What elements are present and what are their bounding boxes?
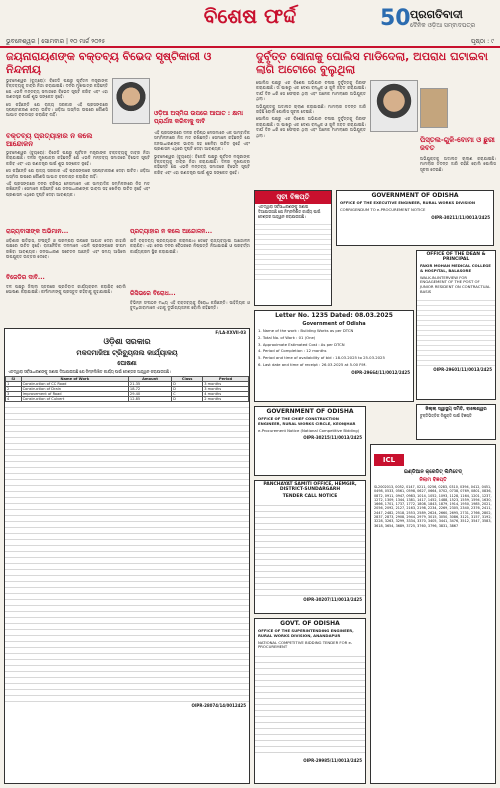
tender-footer: OIPR-28074/14/0012425 [191,702,246,708]
panchayat-table [255,500,365,596]
panchayat-footer: OIPR-30207/11/0013/2425 [303,597,362,602]
tender-subtitle: ମକଦ୍ଦମାଜିଆ ଟ୍ରିବ୍ୟୁନାଲ କାର୍ଯ୍ୟାଳୟ [76,349,178,357]
letter-item: 1. Name of the work : Building Works as per DTCN [258,328,354,333]
icl-notice: ନିଲାମ ବିଜ୍ଞପ୍ତି [419,477,447,483]
page-section-title: ବିଶେଷ ଫର୍ଦ୍ଦ [203,4,297,28]
gov-footer: OIPR-30211/11/0013/2425 [431,214,490,220]
gov-body: CORRIGENDUM TO e-PROCUREMENT NOTICE [340,206,426,212]
table-cell: 4 months [203,391,249,396]
table-cell: Improvement of Road [21,391,128,396]
table-cell: 3 [6,391,22,396]
table-cell: Construction of Culvert [21,396,128,401]
letter-tender-ad [254,310,414,402]
tender-col-header: Class [172,376,203,381]
panchayat-tender-ad [254,480,366,614]
table-cell: D [172,386,203,391]
table-cell: 2 months [203,396,249,401]
health-society-ad [416,404,496,440]
middle-col2-body2: ବିଭିନ୍ନ ସଂଗଠନ ମଧ୍ୟ ଏହି ବକ୍ତବ୍ୟକୁ ବିରୋଧ କରିଛନ୍ତି। ସାହିତ୍ୟିକ ଓ ବୁଦ୍ଧିଜୀବୀମାନେ ଏହାକୁ ଦୁର୍ଭାଗ୍ୟଜନକ ବୋଲି କହିଛନ୍ତି। [130,300,250,311]
table-cell: Construction of Drain [21,386,128,391]
letter-item: 5. Period and time of availability of bid : 18.03.2025 to 25.03.2025 [258,355,385,361]
letter-item: 4. Period of Completion : 12 months [258,348,327,354]
panchayat-title: PANCHAYAT SAMITI OFFICE, HEMGIR, DISTRICT-SUNDARGARH [263,482,357,492]
lead-left-headline: ଜୟନାରାୟଣଙ୍କ ବକ୍ତବ୍ୟ ବିଭେଦ ସୃଷ୍ଟିକାରୀ ଓ ନିନ୍ଦନୀୟ [6,50,212,76]
middle-col2-head: ପ୍ରତ୍ୟାହାର ନ କଲେ ଆନ୍ଦୋଳନ... [130,228,213,235]
table-cell: D [172,381,203,386]
date-line: ଭୁବନେଶ୍ୱର | ସୋମବାର | ୧୦ ମାର୍ଚ୍ଚ ୨୦୨୫ [6,38,106,45]
table-cell: 2 [6,386,22,391]
accused-photo [370,80,418,132]
icl-header [371,445,495,468]
leader-photo [112,78,150,124]
table-cell: 3 months [203,381,249,386]
icl-logo: ICL [374,454,404,466]
gov-office: OFFICE OF THE EXECUTIVE ENGINEER, RURAL WORKS DIVISION [340,200,476,205]
gov-corrigendum-ad [336,190,494,246]
lead-left-subhead: ବକ୍ତବ୍ୟ ପ୍ରତ୍ୟାହାର ନ କଲେ ଆନ୍ଦୋଳନ [6,132,93,148]
rw-office: OFFICE OF THE CHIEF CONSTRUCTION ENGINEER, RURAL WORKS CIRCLE, KEONJHAR [258,416,356,426]
icl-auction-ad [370,444,496,784]
panchayat-subtitle: TENDER CALL NOTICE [282,494,338,499]
letter-gov: Government of Odisha [302,321,366,327]
tender-col-header: Amount [128,376,171,381]
dean-subtitle: FAKIR MOHAN MEDICAL COLLEGE & HOSPITAL, BALASORE [420,263,491,273]
tender-notice-label: ଘୋଷଣା [117,360,137,367]
gov-title: GOVERNMENT OF ODISHA [371,192,459,199]
se-footer: OIPR-29985/11/0013/2425 [303,758,362,764]
se-office: OFFICE OF THE SUPERINTENDING ENGINEER, RURAL WORKS DIVISION, ANANDAPUR [258,628,354,638]
lead-left-side-body: ଏହି ପ୍ରସଙ୍ଗରେ ଦଳର ବରିଷ୍ଠ ନେତାମାନେ ଏକ ସାମ୍ବାଦିକ ସମ୍ମିଳନୀରେ ନିଜ ମତ ରଖିଛନ୍ତି। ସେମାନେ କହିଛନ୍ତି ଯେ ଜନସାଧାରଣଙ୍କ ଭାବନା ସହ ଖେଳିବା ଉଚିତ ନୁହେଁ ଏବଂ ପ୍ରଶାସନ ଏଥିରେ ଦୃଷ୍ଟି ଦେବା ଆବଶ୍ୟକ। ଭୁବନେଶ୍ୱର (ବ୍ୟୁରୋ): ବିଜେଡି ପକ୍ଷରୁ ପୂର୍ବତନ ମନ୍ତ୍ରୀଙ୍କ ବକ୍ତବ୍ୟକୁ ତୀବ୍ର ନିନ୍ଦା କରାଯାଇଛି। ଦଳର ମୁଖପାତ୍ର କହିଛନ୍ତି ଯେ ଏଭଳି ମନ୍ତବ୍ୟ ସମାଜରେ ବିଭେଦ ସୃଷ୍ଟି କରିବ ଏବଂ ଏହା ଗଣତନ୍ତ୍ର ପାଇଁ ଶୁଭ ସଙ୍କେତ ନୁହେଁ। [154,130,250,175]
dean-footer: OIPR-29601/11/0013/2425 [433,366,492,372]
middle-col1-body2: ଦଳ ପକ୍ଷରୁ ଜିଲ୍ଲା ସ୍ତରରେ ପ୍ରତିବାଦ କାର୍ଯ୍ୟକ୍ରମ କରାଯିବ ବୋଲି ଘୋଷଣା କରାଯାଇଛି। କର୍ମୀମାନଙ୍କୁ ପ୍ରସ୍ତୁତ ରହିବାକୁ କୁହାଯାଇଛି। [6,284,126,295]
odisha-tender-ad [4,328,250,784]
masthead [0,0,500,44]
lead-right-headline: ଦୁର୍ବୃତ୍ତ ସୋନାକୁ ପୋଲିସ ମାଡିଦେଲା, ଅପରାଧ ଘଟାଇବା ଲାଗି ଅଟୋରେ ବୁଲୁଥିଲା [256,50,488,76]
table-cell: 12.85 [128,396,171,401]
dean-interview-ad [416,250,496,400]
table-cell: 21.35 [128,381,171,386]
table-row [6,396,249,401]
tender-title: ଓଡ଼ିଶା ସରକାର [103,337,151,346]
table-cell: Construction of CC Road [21,381,128,386]
rural-works-ad [254,406,366,476]
table-cell: D [172,396,203,401]
suchi-title: ସୂଚୀ ବିଜ୍ଞପ୍ତି [255,191,331,204]
letter-item: 6. Last date and time of receipt : 26.03.2025 at 5.00 P.M. [258,361,367,367]
table-cell: 3 months [203,386,249,391]
middle-col2-body: ଯଦି ବକ୍ତବ୍ୟ ପ୍ରତ୍ୟାହାର କରାନଯାଏ ତେବେ ରାଜ୍ୟବ୍ୟାପୀ ଆନ୍ଦୋଳନ କରାଯିବ। ଏହା ନେଇ ଦଳର ବୈଠକରେ ନିଷ୍ପତ୍ତି ନିଆଯାଇଛି ଓ ପରବର୍ତ୍ତୀ କାର୍ଯ୍ୟକ୍ରମ ସ୍ଥିର କରାଯାଇଛି। [130,238,250,254]
letter-number: Letter No. 1235 Dated: 08.03.2025 [275,312,393,319]
tender-col-header: Sl [6,376,22,381]
lead-left-body-cont: ଭୁବନେଶ୍ୱର (ବ୍ୟୁରୋ): ବିଜେଡି ପକ୍ଷରୁ ପୂର୍ବତନ ମନ୍ତ୍ରୀଙ୍କ ବକ୍ତବ୍ୟକୁ ତୀବ୍ର ନିନ୍ଦା କରାଯାଇଛି। ଦଳର ମୁଖପାତ୍ର କହିଛନ୍ତି ଯେ ଏଭଳି ମନ୍ତବ୍ୟ ସମାଜରେ ବିଭେଦ ସୃଷ୍ଟି କରିବ ଏବଂ ଏହା ଗଣତନ୍ତ୍ର ପାଇଁ ଶୁଭ ସଙ୍କେତ ନୁହେଁ। ସେ କହିଛନ୍ତି ଯେ ରାଜ୍ୟ ସରକାର ଏହି ପ୍ରସଙ୍ଗରେ ସ୍ପଷ୍ଟୀକରଣ ଦେବା ଉଚିତ। ଓଡ଼ିଆ ଅସ୍ମିତା ଉପରେ କୌଣସି ଆଘାତ ବରଦାସ୍ତ କରାଯିବ ନାହିଁ। ଏହି ପ୍ରସଙ୍ଗରେ ଦଳର ବରିଷ୍ଠ ନେତାମାନେ ଏକ ସାମ୍ବାଦିକ ସମ୍ମିଳନୀରେ ନିଜ ମତ ରଖିଛନ୍ତି। ସେମାନେ କହିଛନ୍ତି ଯେ ଜନସାଧାରଣଙ୍କ ଭାବନା ସହ ଖେଳିବା ଉଚିତ ନୁହେଁ ଏବଂ ପ୍ରଶାସନ ଏଥିରେ ଦୃଷ୍ଟି ଦେବା ଆବଶ୍ୟକ। [6,150,150,197]
letter-footer: OIPR-29664/11/0012/2425 [351,369,410,375]
lead-left-sidehead: ଓଡ଼ିଆ ଅସ୍ମିତା ଉପରେ ଆଘାତ : କ୍ଷମା ପ୍ରାର୍ଥନା କରିବାକୁ ଦାବି [154,110,243,125]
anniversary-logo: 50 [380,6,411,31]
tender-table-filler [5,402,249,702]
brand-subtitle: ଦୈନିକ ଓଡ଼ିଆ ସମ୍ବାଦପତ୍ର [410,22,476,29]
icl-title: ଇଣ୍ଡିଆନ କ୍ରେଡିଟ୍ ଲିମିଟେଡ୍ [403,469,463,475]
rw-title: GOVERNMENT OF ODISHA [266,408,354,415]
table-cell: 18.72 [128,386,171,391]
rw-footer: OIPR-30215/11/0013/2425 [303,435,362,441]
dean-body: WALK-IN-INTERVIEW FOR ENGAGEMENT OF THE POST OF JUNIOR RESIDENT ON CONTRACTUAL BASIS [420,274,491,294]
seized-items-photo [420,88,448,128]
letter-item: 3. Approximate Estimated Cost : As per DTCN [258,341,345,347]
tender-table [5,376,249,402]
tender-desc: ଏତଦ୍ୱାରା ସର୍ବସାଧାରଣଙ୍କୁ ଜଣାଇ ଦିଆଯାଉଅଛି ଯେ ନିମ୍ନଲିଖିତ କାର୍ଯ୍ୟ ପାଇଁ ଟେଣ୍ଡର ଆହ୍ୱାନ କରାଯାଉଅଛି। [8,369,171,374]
lead-right-body: ପୋଲିସ ପକ୍ଷରୁ ଏକ ବିଶେଷ ଅଭିଯାନ ଚଳାଇ ଦୁର୍ବୃତ୍ତକୁ ଗିରଫ କରାଯାଇଛି। ତା ପାଖରୁ ଏକ ଦେଶୀ ବନ୍ଧୁକ ଓ ଗୁଳି ଜବତ କରାଯାଇଛି। ଦୀର୍ଘ ଦିନ ଧରି ସେ ଫେରାର ଥିଲା ଏବଂ ଅନେକ ମାମଲାରେ ଅଭିଯୁକ୍ତ ଥିଲା। ଅଭିଯୁକ୍ତକୁ ଅଦାଲତ ଚାଲାଣ କରାଯାଇଛି। ମାମଲାର ତଦନ୍ତ ଜାରି ରହିଛି ବୋଲି ପୋଲିସ ସୂଚନା ଦେଇଛି। ପୋଲିସ ପକ୍ଷରୁ ଏକ ବିଶେଷ ଅଭିଯାନ ଚଳାଇ ଦୁର୍ବୃତ୍ତକୁ ଗିରଫ କରାଯାଇଛି। ତା ପାଖରୁ ଏକ ଦେଶୀ ବନ୍ଧୁକ ଓ ଗୁଳି ଜବତ କରାଯାଇଛି। ଦୀର୍ଘ ଦିନ ଧରି ସେ ଫେରାର ଥିଲା ଏବଂ ଅନେକ ମାମଲାରେ ଅଭିଯୁକ୍ତ ଥିଲା। [256,80,366,138]
lead-right-sub-body: ଅଭିଯୁକ୍ତକୁ ଅଦାଲତ ଚାଲାଣ କରାଯାଇଛି। ମାମଲାର ତଦନ୍ତ ଜାରି ରହିଛି ବୋଲି ପୋଲିସ ସୂଚନା ଦେଇଛି। [420,156,496,172]
tender-col-header: Name of Work [21,376,128,381]
icl-numbers: SL2002013, 0052, 0147, 0211, 0256, 0283, 0310, 0394, 0412, 0451, 0498, 0533, 0561, 0598, 0627, 0664, 0702, 0738, 0769, 0801, 0836, 0872, 0911, 0947, 0983, 1014, 1052, 1093, 1128, 1164, 1201, 1237, 1272, 1309, 1344, 1381, 1417, 1452, 1488, 1523, 1559, 1594, 1630, 1666, 1701, 1737, 1772, 1808, 1843, 1879, 1914, 1950, 1985, 2021, 2056, 2092, 2127, 2163, 2198, 2234, 2269, 2305, 2340, 2376, 2411, 2447, 2482, 2518, 2553, 2589, 2624, 2660, 2695, 2731, 2766, 2802, 2837, 2873, 2908, 2944, 2979, 3015, 3050, 3086, 3121, 3157, 3192, 3228, 3263, 3299, 3334, 3370, 3405, 3441, 3476, 3512, 3547, 3583, 3618, 3654, 3689, 3725, 3760, 3796, 3831, 3867 [374,485,492,528]
table-cell: 29.40 [128,391,171,396]
suchi-notice-ad [254,190,332,306]
health-body: ଚୁକ୍ତିଭିତ୍ତିକ ନିଯୁକ୍ତି ପାଇଁ ବିଜ୍ଞପ୍ତି [420,413,472,418]
dean-title: OFFICE OF THE DEAN & PRINCIPAL [426,252,486,262]
rw-body: e-Procurement Notice (National Competitive Bidding) [258,427,360,433]
middle-col2-head2: ରିସିଭରେ ବିରୋଧ... [130,290,176,297]
newspaper-brand: ପ୍ରଗତିବାଦୀ [410,8,463,21]
middle-col1-head2: ବିଜେଡିର ଦାବି... [6,274,45,281]
letter-item: 2. Total No. of Work : 01 (One) [258,334,316,340]
suchi-body: ଏତଦ୍ୱାରା ସର୍ବସାଧାରଣଙ୍କୁ ଜଣାଇ ଦିଆଯାଉଅଛି ଯେ ନିମ୍ନଲିଖିତ କାର୍ଯ୍ୟ ପାଇଁ ଟେଣ୍ଡର ଆହ୍ୱାନ କରାଯାଉଅଛି। [258,204,321,219]
se-body: NATIONAL COMPETITIVE BIDDING TENDER FOR e-PROCUREMENT [258,639,353,650]
health-title: ଜିଲ୍ଲା ସ୍ୱାସ୍ଥ୍ୟ ସମିତି, ବାଲେଶ୍ୱର [425,407,487,412]
dean-filler [417,296,495,366]
middle-col1-body: ଓଡ଼ିଶାର ଇତିହାସ, ସଂସ୍କୃତି ଓ ପରମ୍ପରା ଉପରେ ଆଘାତ ଦେବା କାହାରି ପକ୍ଷରେ ଉଚିତ ନୁହେଁ। ରାଜନୈତିକ ଦଳମାନେ ଏଭଳି ପ୍ରସଙ୍ଗରେ ସଂଯମ ରଖିବା ଆବଶ୍ୟକ। ଜନସାଧାରଣ ସଚେତନ ଅଛନ୍ତି ଏବଂ ସମୟ ଆସିଲେ ଉପଯୁକ୍ତ ଉତ୍ତର ଦେବେ। [6,238,126,260]
page-number: ପୃଷ୍ଠା : ୯ [470,38,494,45]
table-cell: 4 [6,396,22,401]
se-title: GOVT. OF ODISHA [280,620,340,627]
tender-ref: F/LA-XXVII-03 [215,330,246,335]
masthead-rule [0,46,500,48]
suchi-filler [255,220,331,280]
middle-col1-head: ରାଜ୍ୟବାସୀଙ୍କ ଅଭିମାନ... [6,228,69,235]
se-table [255,651,365,757]
tender-col-header: Period [203,376,249,381]
table-cell: C [172,391,203,396]
lead-left-body: ଭୁବନେଶ୍ୱର (ବ୍ୟୁରୋ): ବିଜେଡି ପକ୍ଷରୁ ପୂର୍ବତନ ମନ୍ତ୍ରୀଙ୍କ ବକ୍ତବ୍ୟକୁ ତୀବ୍ର ନିନ୍ଦା କରାଯାଇଛି। ଦଳର ମୁଖପାତ୍ର କହିଛନ୍ତି ଯେ ଏଭଳି ମନ୍ତବ୍ୟ ସମାଜରେ ବିଭେଦ ସୃଷ୍ଟି କରିବ ଏବଂ ଏହା ଗଣତନ୍ତ୍ର ପାଇଁ ଶୁଭ ସଙ୍କେତ ନୁହେଁ। ସେ କହିଛନ୍ତି ଯେ ରାଜ୍ୟ ସରକାର ଏହି ପ୍ରସଙ୍ଗରେ ସ୍ପଷ୍ଟୀକରଣ ଦେବା ଉଚିତ। ଓଡ଼ିଆ ଅସ୍ମିତା ଉପରେ କୌଣସି ଆଘାତ ବରଦାସ୍ତ କରାଯିବ ନାହିଁ। [6,78,108,118]
lead-right-subhead: ପିସ୍ତଲ-ଗୁଳି-ବୋମା ଓ ଛୁରୀ ଜବତ [420,136,495,152]
table-cell: 1 [6,381,22,386]
se-tender-ad [254,618,366,784]
